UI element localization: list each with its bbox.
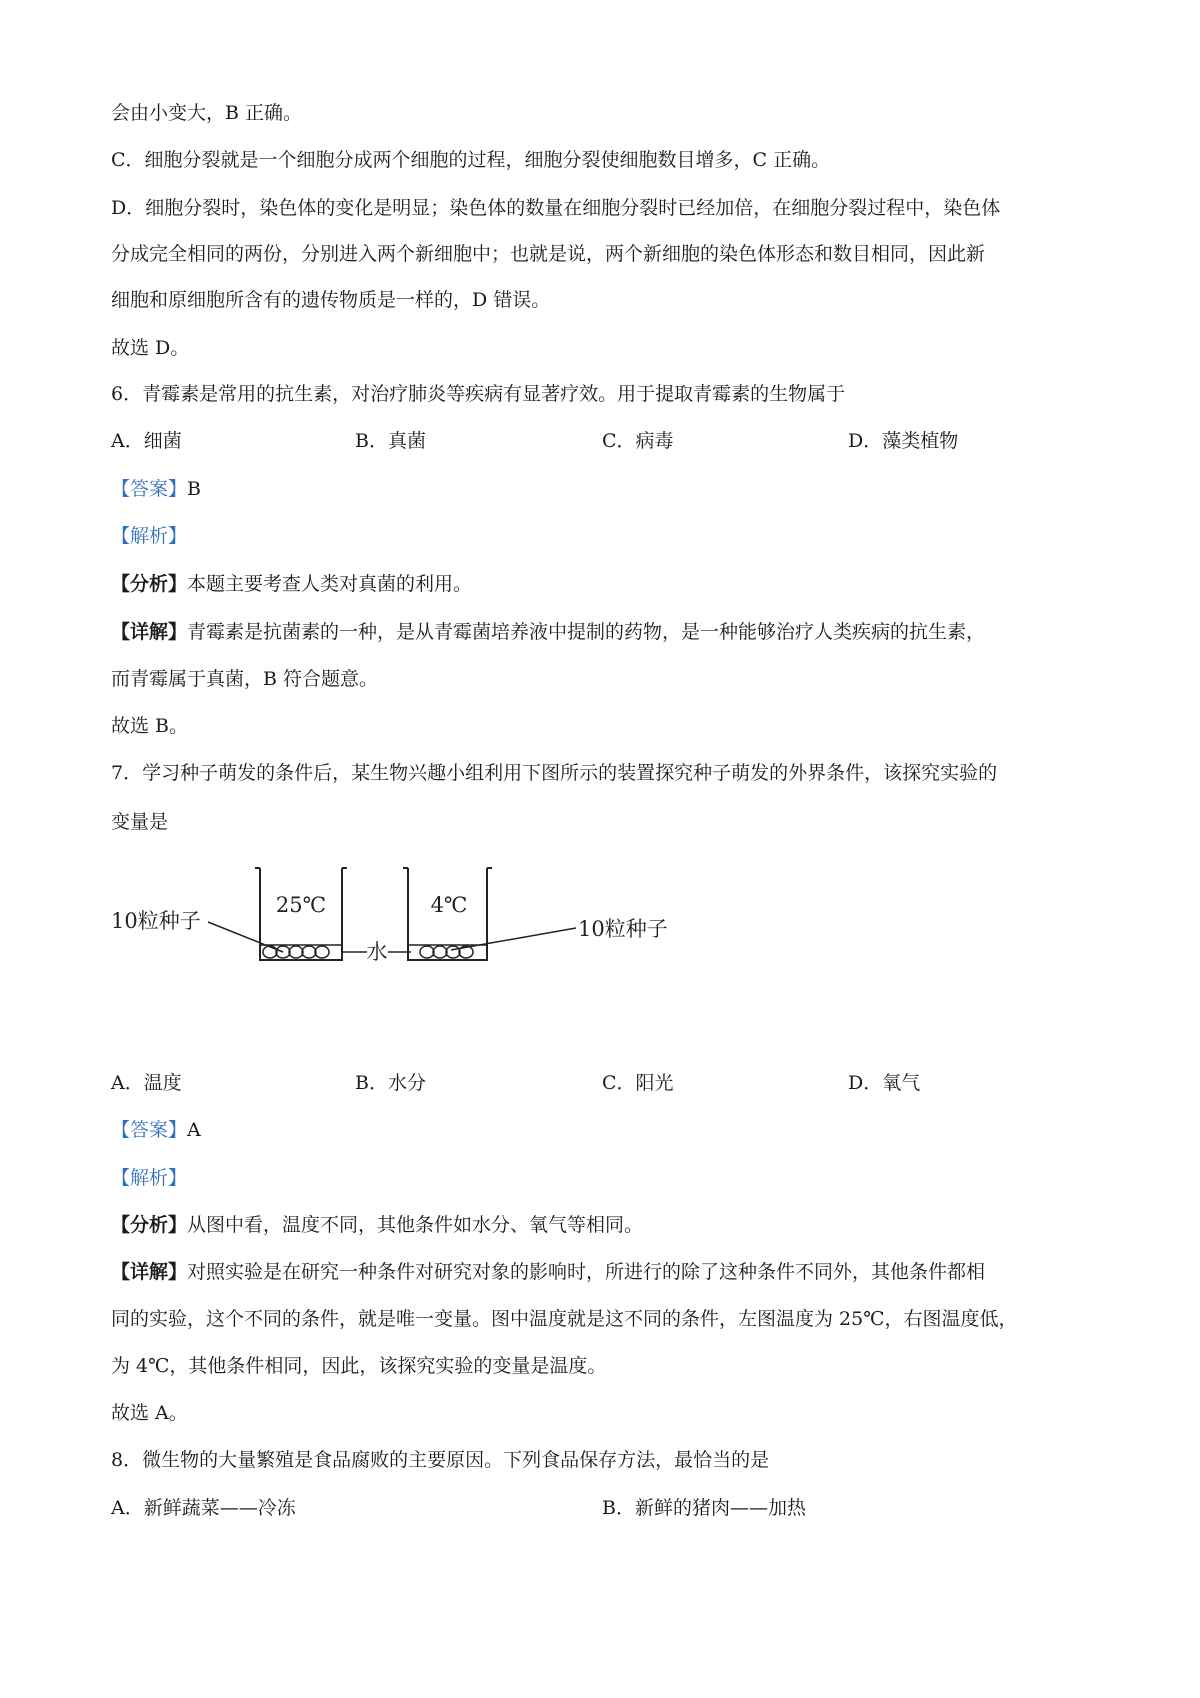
- text-line: C．细胞分裂就是一个细胞分成两个细胞的过程，细胞分裂使细胞数目增多，C 正确。: [111, 149, 831, 171]
- q6-conclusion: 故选 B。: [111, 715, 189, 737]
- q6-option-a: A．细菌: [111, 430, 182, 452]
- xiangjie-tag: 【详解】: [111, 1261, 188, 1283]
- q7-xiangjie: [111, 1259, 985, 1285]
- text-line: 会由小变大，B 正确。: [111, 102, 303, 124]
- right-seeds-label: 10粒种子: [578, 917, 668, 941]
- q6-option-b: B．真菌: [355, 430, 426, 452]
- xiangjie-tag: 【详解】: [111, 621, 188, 643]
- answer-value: B: [187, 478, 201, 500]
- q6-option-d: D．藻类植物: [848, 430, 959, 452]
- text-line: 分成完全相同的两份，分别进入两个新细胞中；也就是说，两个新细胞的染色体形态和数目相同，因此新: [111, 243, 986, 265]
- fenxi-text: 从图中看，温度不同，其他条件如水分、氧气等相同。: [187, 1214, 644, 1236]
- text-line: 细胞和原细胞所含有的遗传物质是一样的，D 错误。: [111, 289, 551, 311]
- q6-analysis-tag: 【解析】: [111, 525, 188, 547]
- q7-fenxi: [111, 1212, 643, 1238]
- answer-tag: 【答案】: [111, 478, 188, 500]
- q8-option-b: B．新鲜的猪肉——加热: [602, 1497, 806, 1519]
- q7-answer: [111, 1117, 201, 1143]
- question-7-stem: 7．学习种子萌发的条件后，某生物兴趣小组利用下图所示的装置探究种子萌发的外界条件，该探究实验的: [111, 762, 998, 784]
- q7-analysis-tag: 【解析】: [111, 1167, 188, 1189]
- q7-conclusion: 故选 A。: [111, 1402, 188, 1424]
- seed-germination-figure: [111, 860, 751, 975]
- water-label: 水: [366, 940, 388, 964]
- q6-option-c: C．病毒: [602, 430, 674, 452]
- right-beaker: [403, 868, 492, 960]
- left-seed-leader-line: [208, 922, 283, 952]
- text-line: 故选 D。: [111, 337, 190, 359]
- q7-option-c: C．阳光: [602, 1072, 674, 1094]
- question-8-stem: 8．微生物的大量繁殖是食品腐败的主要原因。下列食品保存方法，最恰当的是: [111, 1449, 770, 1471]
- question-6-stem: 6．青霉素是常用的抗生素，对治疗肺炎等疾病有显著疗效。用于提取青霉素的生物属于: [111, 383, 846, 405]
- left-seeds-label: 10粒种子: [111, 909, 201, 933]
- q7-xiangjie-cont: 同的实验，这个不同的条件，就是唯一变量。图中温度就是这不同的条件，左图温度为 25℃，右图温度低，: [111, 1308, 1018, 1330]
- xiangjie-text: 青霉素是抗菌素的一种，是从青霉菌培养液中提制的药物，是一种能够治疗人类疾病的抗生素，: [187, 621, 986, 643]
- left-temperature-label: 25℃: [275, 893, 327, 917]
- q7-option-d: D．氧气: [848, 1072, 921, 1094]
- q6-xiangjie: [111, 619, 985, 645]
- answer-tag: 【答案】: [111, 1119, 188, 1141]
- text-line: D．细胞分裂时，染色体的变化是明显；染色体的数量在细胞分裂时已经加倍，在细胞分裂过程中，染色体: [111, 197, 1001, 219]
- fenxi-text: 本题主要考查人类对真菌的利用。: [187, 573, 473, 595]
- fenxi-tag: 【分析】: [111, 1214, 188, 1236]
- answer-value: A: [187, 1119, 201, 1141]
- question-7-stem-cont: 变量是: [111, 811, 169, 833]
- q6-answer: [111, 476, 201, 502]
- q7-option-a: A．温度: [111, 1072, 182, 1094]
- q7-xiangjie-cont: 为 4℃，其他条件相同，因此，该探究实验的变量是温度。: [111, 1355, 607, 1377]
- q7-option-b: B．水分: [355, 1072, 426, 1094]
- right-temperature-label: 4℃: [430, 893, 468, 917]
- xiangjie-text: 对照实验是在研究一种条件对研究对象的影响时，所进行的除了这种条件不同外，其他条件都相: [187, 1261, 986, 1283]
- fenxi-tag: 【分析】: [111, 573, 188, 595]
- q6-fenxi: [111, 571, 472, 597]
- q8-option-a: A．新鲜蔬菜——冷冻: [111, 1497, 296, 1519]
- q6-xiangjie-cont: 而青霉属于真菌，B 符合题意。: [111, 668, 379, 690]
- right-seed-leader-line: [451, 928, 576, 950]
